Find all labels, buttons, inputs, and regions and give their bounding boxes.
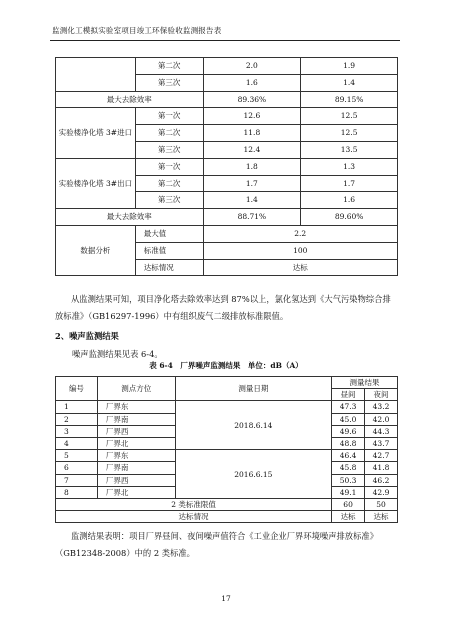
table-cell: 12.5 bbox=[301, 108, 398, 125]
table-cell: 最大去除效率 bbox=[56, 209, 204, 226]
table-cell: 11.8 bbox=[203, 125, 301, 142]
table-cell: 厂界西 bbox=[97, 474, 175, 486]
table-cell: 1.6 bbox=[203, 74, 301, 91]
table-cell: 2.0 bbox=[203, 58, 301, 75]
table-row bbox=[56, 108, 398, 125]
table-cell: 12.5 bbox=[301, 125, 398, 142]
analysis-label: 数据分析 bbox=[56, 225, 136, 275]
section-title: 2、噪声监测结果 bbox=[55, 331, 119, 341]
table-cell: 42.7 bbox=[365, 450, 398, 462]
table-cell: 1 bbox=[56, 401, 98, 413]
table-cell: 45.0 bbox=[332, 413, 365, 425]
table-cell: 第二次 bbox=[135, 125, 203, 142]
table-cell: 1.8 bbox=[203, 158, 301, 175]
table-cell: 42.9 bbox=[365, 486, 398, 498]
table-cell: 第二次 bbox=[135, 175, 203, 192]
table-cell: 厂界东 bbox=[97, 401, 175, 413]
table-cell: 第一次 bbox=[135, 108, 203, 125]
table-cell: 厂界南 bbox=[97, 462, 175, 474]
table-cell: 5 bbox=[56, 450, 98, 462]
table-cell: 第二次 bbox=[135, 58, 203, 75]
page-number: 17 bbox=[221, 594, 231, 603]
table-cell: 厂界北 bbox=[97, 486, 175, 498]
table-cell: 1.7 bbox=[203, 175, 301, 192]
table-cell: 7 bbox=[56, 474, 98, 486]
table-cell: 43.2 bbox=[365, 401, 398, 413]
noise-conclusion-paragraph: 监测结果表明：项目厂界昼间、夜间噪声值符合《工业企业厂界环境噪声排放标准》（GB12348-2008）中的 2 类标准。 bbox=[55, 531, 378, 558]
table-cell: 44.3 bbox=[365, 425, 398, 437]
date-cell: 2016.6.15 bbox=[175, 450, 332, 499]
header-cell: 测量日期 bbox=[175, 377, 332, 401]
table-cell: 最大去除效率 bbox=[56, 91, 204, 108]
table-cell: 厂界南 bbox=[97, 413, 175, 425]
table-row bbox=[56, 158, 398, 175]
table-cell: 厂界东 bbox=[97, 450, 175, 462]
table-cell: 48.8 bbox=[332, 438, 365, 450]
table-cell: 43.7 bbox=[365, 438, 398, 450]
table-cell: 1.6 bbox=[301, 192, 398, 209]
table-cell: 6 bbox=[56, 462, 98, 474]
table-caption: 表 6-4 厂界噪声监测结果 单位：dB（A） bbox=[149, 361, 303, 370]
status-label: 达标情况 bbox=[56, 511, 332, 523]
intro-paragraph: 噪声监测结果见表 6-4。 bbox=[72, 349, 163, 359]
table-cell: 49.6 bbox=[332, 425, 365, 437]
table-cell: 13.5 bbox=[301, 141, 398, 158]
table-row bbox=[56, 511, 398, 523]
header-cell: 夜间 bbox=[365, 389, 398, 401]
table-cell: 厂界西 bbox=[97, 425, 175, 437]
outlet-label: 实验楼净化塔 3#出口 bbox=[56, 158, 136, 208]
table-cell: 89.60% bbox=[301, 209, 398, 226]
table-cell: 41.8 bbox=[365, 462, 398, 474]
header-cell: 测量结果 bbox=[332, 377, 398, 389]
table-cell: 2 bbox=[56, 413, 98, 425]
header-divider bbox=[50, 40, 400, 41]
table-cell: 最大值 bbox=[135, 225, 203, 242]
table-cell: 50.3 bbox=[332, 474, 365, 486]
table-cell: 89.15% bbox=[301, 91, 398, 108]
conclusion-paragraph: 从监测结果可知，项目净化塔去除效率达到 87%以上，氯化氢达到《大气污染物综合排放标准》（GB16297-1996）中有组织废气二级排放标准限值。 bbox=[55, 294, 391, 321]
table-cell: 1.3 bbox=[301, 158, 398, 175]
table-cell: 45.8 bbox=[332, 462, 365, 474]
table-cell: 47.3 bbox=[332, 401, 365, 413]
table-cell: 第三次 bbox=[135, 141, 203, 158]
header-cell: 测点方位 bbox=[97, 377, 175, 401]
table-cell: 3 bbox=[56, 425, 98, 437]
table-cell: 1.7 bbox=[301, 175, 398, 192]
limit-label: 2 类标准限值 bbox=[56, 499, 332, 511]
table-cell: 达标情况 bbox=[135, 259, 203, 276]
table-cell: 42.0 bbox=[365, 413, 398, 425]
table-cell: 46.2 bbox=[365, 474, 398, 486]
table-row bbox=[56, 209, 398, 226]
table-row bbox=[56, 91, 398, 108]
table-row bbox=[56, 401, 398, 413]
table-cell: 49.1 bbox=[332, 486, 365, 498]
table-cell: 8 bbox=[56, 486, 98, 498]
inlet-label: 实验楼净化塔 3#进口 bbox=[56, 108, 136, 158]
table-cell: 12.4 bbox=[203, 141, 301, 158]
table-cell: 第三次 bbox=[135, 74, 203, 91]
date-cell: 2018.6.14 bbox=[175, 401, 332, 450]
table-cell: 达标 bbox=[365, 511, 398, 523]
table-cell: 50 bbox=[365, 499, 398, 511]
table-cell: 1.4 bbox=[203, 192, 301, 209]
table-cell: 标准值 bbox=[135, 242, 203, 259]
table-cell: 88.71% bbox=[203, 209, 301, 226]
noise-monitoring-table bbox=[55, 376, 398, 523]
table-cell: 1.4 bbox=[301, 74, 398, 91]
exhaust-monitoring-table bbox=[55, 57, 398, 276]
table-cell: 达标 bbox=[203, 259, 397, 276]
table-cell: 4 bbox=[56, 438, 98, 450]
table-cell: 第一次 bbox=[135, 158, 203, 175]
table-cell: 89.36% bbox=[203, 91, 301, 108]
table-cell: 2.2 bbox=[203, 225, 397, 242]
table-header-row bbox=[56, 377, 398, 389]
table-cell: 1.9 bbox=[301, 58, 398, 75]
table-cell: 达标 bbox=[332, 511, 365, 523]
table-cell: 12.6 bbox=[203, 108, 301, 125]
table-row bbox=[56, 225, 398, 242]
table-row bbox=[56, 450, 398, 462]
table-cell bbox=[56, 58, 136, 92]
table-cell: 第三次 bbox=[135, 192, 203, 209]
table-cell: 46.4 bbox=[332, 450, 365, 462]
header-cell: 编号 bbox=[56, 377, 98, 401]
report-header: 监测化工模拟实验室项目竣工环保验收监测报告表 bbox=[52, 26, 222, 35]
table-cell: 60 bbox=[332, 499, 365, 511]
table-row bbox=[56, 58, 398, 75]
table-cell: 100 bbox=[203, 242, 397, 259]
table-cell: 厂界北 bbox=[97, 438, 175, 450]
header-cell: 昼间 bbox=[332, 389, 365, 401]
table-row bbox=[56, 499, 398, 511]
